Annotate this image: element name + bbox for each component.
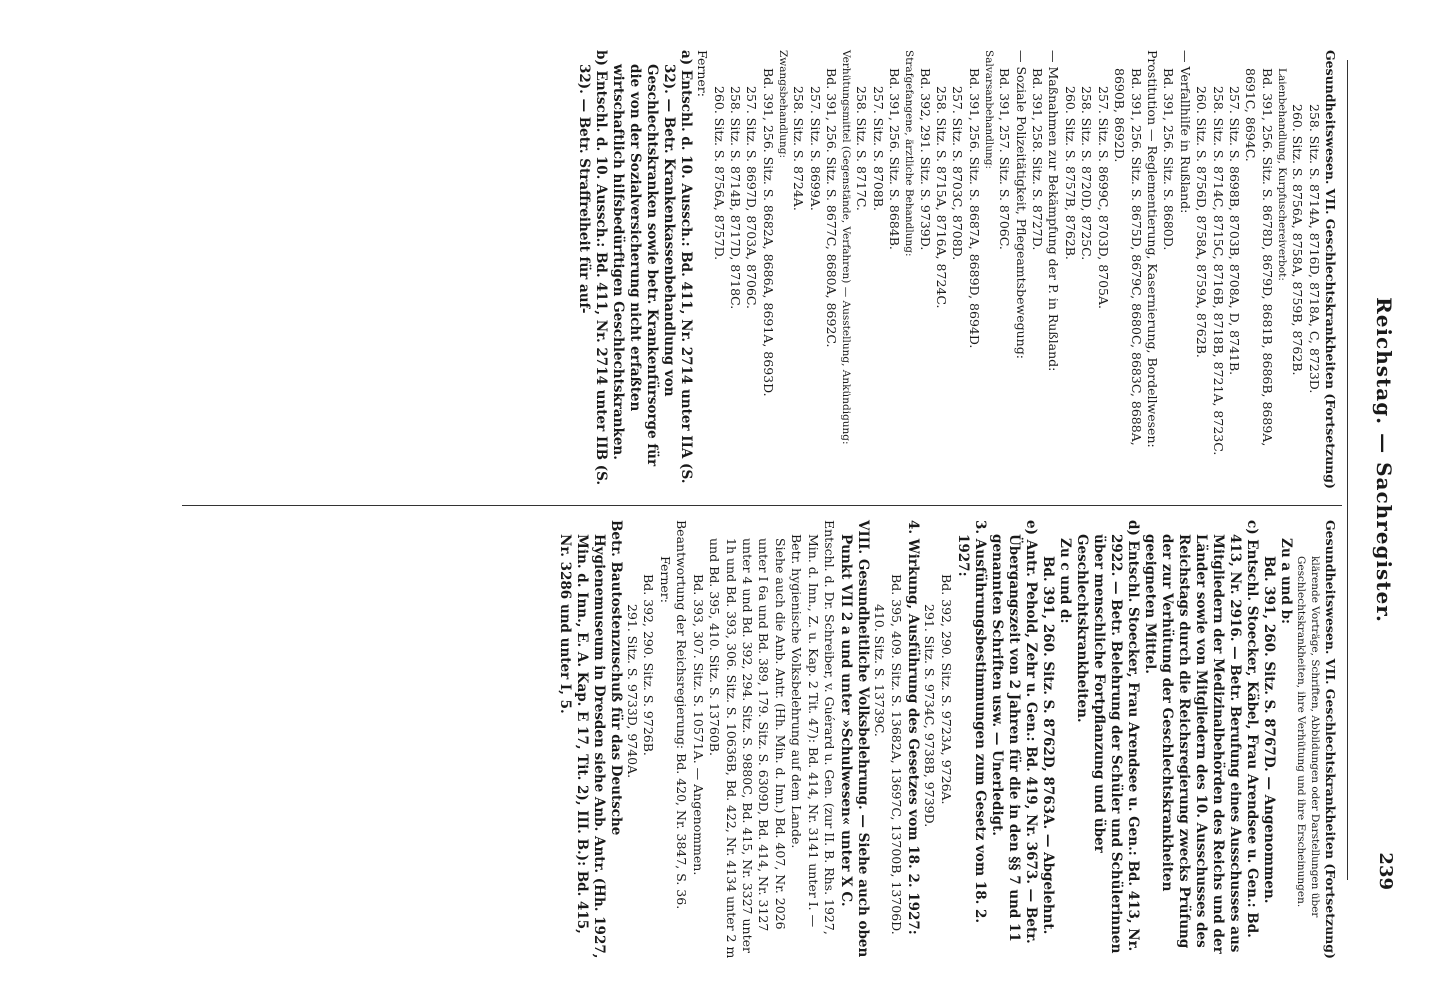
left-column-entry: Zwangsbehandlung: — [776, 50, 789, 158]
left-column-entry: a) Entschl. d. 10. Aussch.: Bd. 411, Nr. 2714 unter IIA (S. 32). — Betr. Krankenkassenbehandlung von Geschlechtskranken sowie betr. Krankenfürsorge für die von der Sozialversicherung nicht erfaßten wirtschaftlich hilfsbedürftigen Geschlechtskranken. — [609, 50, 694, 484]
right-column-entry: e) Antr. Pehold, Zehr u. Gen.: Bd. 419, Nr. 3673. — Betr. Übergangszeit von 2 Jahren für die in den §§ 7 und 11 genannten Schriften usw. — Unerledigt. — [988, 520, 1039, 944]
right-column-entry: Beantwortung der Reichsregierung: Bd. 420, Nr. 3847, S. 36. — [674, 520, 690, 910]
left-column-entry: Bd. 391, 256. Sitz. S. 8677C, 8680A, 8692C. — [824, 68, 840, 348]
left-column-entry: 258. Sitz. S. 8717C. — [854, 86, 870, 211]
right-column-entry: Zu a und b: — [1277, 538, 1294, 625]
left-column-entry: Prostitution — Reglementierung, Kasernierung, Bordellwesen: — [1144, 50, 1160, 448]
left-column-entry: Bd. 391, 256. Sitz. S. 8682A, 8686A, 8691A, 8693D. — [760, 68, 776, 397]
right-column-entry: klärende Vorträge, Schriften, Abbildungen oder Darstellungen über Geschlechtskrankheiten, ihre Verhütung und ihre Erscheinungen. — [1294, 556, 1321, 918]
left-column-entry: Bd. 391, 256. Sitz. S. 8687A, 8689D, 8694D. — [966, 68, 982, 349]
right-column-entry: Bd. 393, 307. Sitz. S. 10571A. — Angenommen. — [690, 574, 706, 876]
right-column-entry: Entschl. d. Dr. Schreiber, v. Guérard u. Gen. (zur II. B. Rhs. 1927, Min. d. Inn., Z. u. Kap. 2 Tit. 47): Bd. 414, Nr. 3141 unter I. — Betr. hygienische Volksbelehrung auf dem Lande. — [789, 520, 837, 935]
right-column-entry: Zu c und d: — [1056, 538, 1073, 624]
left-column-entry: — Maßnahmen zur Bekämpfung der P. in Rußland: — [1046, 50, 1062, 372]
left-column-entry: 260. Sitz. S. 8756A, 8757D. — [711, 86, 727, 261]
left-column-entry: Strafgefangene, ärztliche Behandlung: — [903, 50, 916, 257]
right-column-entry: d) Entschl. Stoecker, Frau Arendsee u. Gen.: Bd. 413, Nr. 2922. — Betr. Belehrung der Schüler und Schülerinnen über menschliche Fortpflanzung und über Geschlechtskrankheiten. — [1073, 520, 1141, 954]
left-column-entry: 258. Sitz. S. 8714B, 8717D, 8718C. — [728, 86, 743, 310]
right-column-entry: Bd. 391, 260. Sitz. S. 8767D. — Angenommen. — [1260, 556, 1277, 904]
left-column-entry: Bd. 391, 256. Sitz. S. 8678D, 8679D, 8681B, 8686B, 8689A, 8691C, 8694C. — [1243, 68, 1275, 447]
left-column-entry: 258. Sitz. S. 8720D, 8725C. — [1079, 86, 1095, 261]
header-rule — [1347, 60, 1348, 880]
left-column-entry: Salvarsanbehandlung: — [982, 50, 995, 170]
right-column — [556, 520, 1338, 960]
right-column-entry: Bd. 392, 290. Sitz. S. 9723A, 9726A. — [938, 574, 954, 805]
left-column-entry: 257. Sitz. S. 8708B. — [870, 86, 886, 211]
right-column-entry: Bd. 392, 290. Sitz. S. 9726B. — [641, 574, 657, 756]
right-column-entry: 4. Wirkung, Ausführung des Gesetzes vom 18. 2. 1927: — [904, 520, 921, 935]
right-column-entry: Siehe auch die Anb. Antr. (Hh. Min. d. Inn.) Bd. 407, Nr. 2026 unter I 6a und Bd. 389, 179. Sitz. S. 6309D, Bd. 414, Nr. 3127 unter 4 und Bd. 392, 294. Sitz. S. 9880C, Bd. 415, Nr. 3327 unter 1h und Bd. 393, 306. Sitz. S. 10636B, Bd. 422, Nr. 4134 unter 2 m und Bd. 395, 410. Sitz. S. 13760B. — [707, 538, 788, 959]
right-column-entry: Bd. 395, 409. Sitz. S. 13682A, 13697C, 13700B, 13706D. — [888, 574, 904, 935]
left-column-entry: 258. Sitz. S. 8724A. — [791, 86, 807, 211]
left-column-entry: — Soziale Polizeitätigkeit, Pflegeamtsbewegung: — [1013, 50, 1029, 359]
left-column-entry: Bd. 391, 258. Sitz. S. 8727D. — [1030, 68, 1046, 251]
page-number: 239 — [1375, 852, 1396, 890]
page-header — [1366, 30, 1396, 890]
right-column-entry: 410. Sitz. S. 13739C. — [872, 604, 888, 737]
right-column-entry: c) Entschl. Stoecker, Käbel, Frau Arendsee u. Gen.: Bd. 413, Nr. 2916. — Betr. Berufung eines Ausschusses aus Mitgliedern der Medizinalbehörden des Reichs und der Länder sowie von Mitgliedern des 10. Ausschusses des Reichstags durch die Reichsregierung zwecks Prüfung der zur Verhütung der Geschlechtskrankheiten geeigneten Mittel. — [1141, 520, 1260, 954]
left-column-entry: Bd. 391, 257. Sitz. S. 8706C. — [997, 68, 1013, 250]
left-column-entry: Bd. 391, 256. Sitz. S. 8684B. — [887, 68, 903, 250]
right-column-entry: Ferner: — [657, 556, 673, 603]
left-column-entry: 257. Sitz. S. 8697D, 8703A, 8706C. — [744, 86, 760, 310]
left-column-entry: 257. Sitz. S. 8699A. — [807, 86, 823, 211]
left-column-entry: Ferner: — [695, 50, 711, 97]
left-column-entry: 257. Sitz. S. 8698B, 8703B, 8708A, D, 8741B. — [1226, 86, 1242, 376]
left-column — [575, 50, 1338, 490]
right-column-entry: Gesundheitswesen. VII. Geschlechtskrankheiten (Fortsetzung) — [1323, 520, 1338, 959]
left-column-entry: Bd. 392, 291. Sitz. S. 9739D. — [917, 68, 933, 251]
right-column-entry: 3. Ausführungsbestimmungen zum Gesetz vom 18. 2. 1927: — [954, 520, 988, 924]
left-column-entry: 258. Sitz. S. 8714A, 8716D, 8718A, C, 8723D. — [1306, 104, 1322, 394]
left-column-entry: Bd. 391, 256. Sitz. S. 8675D, 8679C, 8680C, 8683C, 8688A, 8690B, 8692D. — [1112, 68, 1144, 446]
left-column-entry: 257. Sitz. S. 8703C, 8708D. — [950, 86, 966, 261]
right-column-entry: Bd. 391, 260. Sitz. S. 8762D, 8763A. — Abgelehnt. — [1039, 556, 1056, 935]
left-column-entry: 258. Sitz. S. 8714C, 8715C, 8716B, 8718B, 8721A, 8723C. — [1210, 86, 1226, 456]
left-column-entry: 260. Sitz. S. 8756A, 8758A, 8759B, 8762B. — [1290, 104, 1306, 376]
right-column-entry: Betr. Bautostenzuschuß für das Deutsche Hygienemuseum in Dresden siehe Anb. Antr. (Hh. 1927, Min. d. Inn., E. A. Kap. E 17, Tit. 2), III. B.): Bd. 415, Nr. 3286 und unter I, 5. — [556, 520, 624, 959]
right-column-entry: VIII. Gesundheitliche Volksbelehrung. — Siehe auch oben Punkt VII 2 a und unter »Schulwesen« unter X C. — [837, 520, 871, 958]
left-column-entry: Verhütungsmittel (Gegenstände, Verfahren) — Ausstellung, Ankündigung: — [840, 50, 853, 445]
right-column-entry: 291. Sitz. S. 9733D, 9740A. — [625, 604, 641, 779]
column-divider — [182, 505, 1342, 506]
right-column-entry: 291. Sitz. S. 9734C, 9738B, 9739D. — [922, 604, 938, 828]
left-column-entry: 260. Sitz. S. 8756D, 8758A, 8759A, 8762B. — [1194, 86, 1210, 358]
left-column-entry: Bd. 391, 256. Sitz. S. 8680D. — [1161, 68, 1177, 251]
page-title: Reichstag. — Sachregister. — [1372, 297, 1396, 623]
left-column-entry: 257. Sitz. S. 8699C, 8703D, 8705A. — [1095, 86, 1111, 310]
left-column-entry: Gesundheitswesen. VII. Geschlechtskrankheiten (Fortsetzung) — [1323, 50, 1338, 489]
left-column-entry: Laienbehandlung, Kurpfuschereiverbot: — [1275, 68, 1288, 281]
left-column-entry: 258. Sitz. S. 8715A, 8716A, 8724C. — [934, 86, 950, 309]
left-column-entry: b) Entschl. d. 10. Aussch.: Bd. 411, Nr. 2714 unter IIB (S. 32). — Betr. Straffreiheit für auf- — [575, 50, 609, 486]
left-column-entry: 260. Sitz. S. 8757B, 8762B. — [1062, 86, 1078, 260]
left-column-entry: — Verfallhilfe in Rußland: — [1177, 50, 1193, 214]
